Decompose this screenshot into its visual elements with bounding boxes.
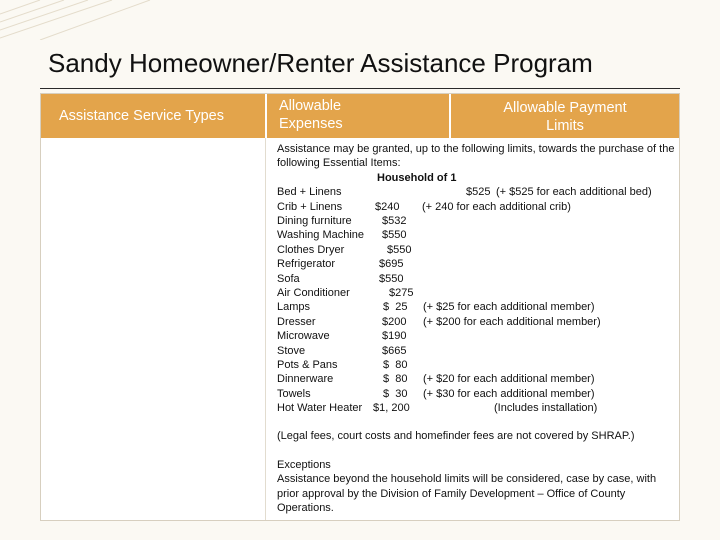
intro-text: Assistance may be granted, up to the following limits, towards the purchase of the following Essential Items: [277, 143, 675, 170]
item-row [277, 387, 677, 401]
item-row [277, 358, 677, 372]
item-row [277, 286, 677, 300]
item-row [277, 200, 677, 214]
item-row [277, 257, 677, 271]
item-name: Microwave [277, 330, 330, 343]
essential-items-list [277, 185, 677, 415]
item-note: (+ $200 for each additional member) [423, 315, 601, 328]
item-row [277, 372, 677, 386]
item-amount: $ 30 [383, 387, 408, 400]
item-amount: $550 [382, 229, 407, 242]
column-divider [265, 138, 266, 520]
item-amount: $665 [382, 344, 407, 357]
item-amount: $ 80 [383, 373, 408, 386]
item-name: Dinnerware [277, 373, 334, 386]
header-payment-limits [451, 94, 679, 138]
header-payment-limits-label: Allowable Payment Limits [503, 100, 627, 134]
item-name: Sofa [277, 272, 300, 285]
item-note: (+ $20 for each additional member) [423, 373, 595, 386]
item-row [277, 243, 677, 257]
item-row [277, 272, 677, 286]
header-allowable-expenses-label: Allowable Expenses [279, 98, 343, 132]
item-amount: $275 [389, 286, 414, 299]
header-allowable-expenses [267, 94, 449, 138]
item-note: (+ $25 for each additional member) [423, 301, 595, 314]
item-note: (+ $30 for each additional member) [423, 387, 595, 400]
item-name: Stove [277, 344, 306, 357]
item-note: (Includes installation) [494, 402, 598, 415]
item-name: Refrigerator [277, 258, 336, 271]
item-amount: $550 [387, 243, 412, 256]
item-note: (+ $525 for each additional bed) [496, 186, 652, 199]
item-name: Hot Water Heater [277, 402, 363, 415]
item-amount: $695 [379, 258, 404, 271]
exceptions-title: Exceptions [277, 458, 331, 471]
household-heading: Household of 1 [377, 171, 457, 184]
item-amount: $ 25 [383, 301, 408, 314]
item-name: Bed + Linens [277, 186, 342, 199]
title-underline [40, 88, 680, 89]
item-name: Crib + Linens [277, 200, 343, 213]
exceptions-text: Assistance beyond the household limits will be considered, case by case, with prior approval by the Division of Family Development – Office of County Operations. [277, 473, 657, 515]
item-row [277, 401, 677, 415]
item-row [277, 344, 677, 358]
service-types-column [54, 138, 266, 520]
item-name: Lamps [277, 301, 311, 314]
item-name: Pots & Pans [277, 358, 338, 371]
item-name: Air Conditioner [277, 286, 350, 299]
item-amount: $240 [375, 200, 400, 213]
page-title: Sandy Homeowner/Renter Assistance Program [48, 48, 593, 78]
header-service-types [41, 94, 265, 138]
item-name: Dining furniture [277, 215, 352, 227]
item-name: Towels [277, 387, 311, 400]
limits-content [277, 142, 677, 516]
item-row [277, 185, 677, 199]
decorative-corner-lines [0, 0, 720, 40]
item-amount: $200 [382, 315, 407, 328]
item-amount: $ 80 [383, 358, 408, 371]
item-row [277, 329, 677, 343]
item-note: (+ 240 for each additional crib) [422, 200, 571, 213]
item-amount: $525 [466, 186, 491, 199]
legal-note: (Legal fees, court costs and homefinder fees are not covered by SHRAP.) [277, 430, 635, 443]
item-row [277, 315, 677, 329]
item-name: Washing Machine [277, 229, 365, 242]
item-amount: $550 [379, 272, 404, 285]
header-service-types-label: Assistance Service Types [59, 108, 224, 124]
item-amount: $190 [382, 330, 407, 343]
item-row [277, 214, 677, 228]
item-row [277, 300, 677, 314]
item-amount: $532 [382, 215, 407, 227]
assistance-table [40, 93, 680, 521]
item-amount: $1, 200 [373, 402, 410, 415]
item-name: Dresser [277, 315, 316, 328]
item-row [277, 228, 677, 242]
item-name: Clothes Dryer [277, 243, 345, 256]
